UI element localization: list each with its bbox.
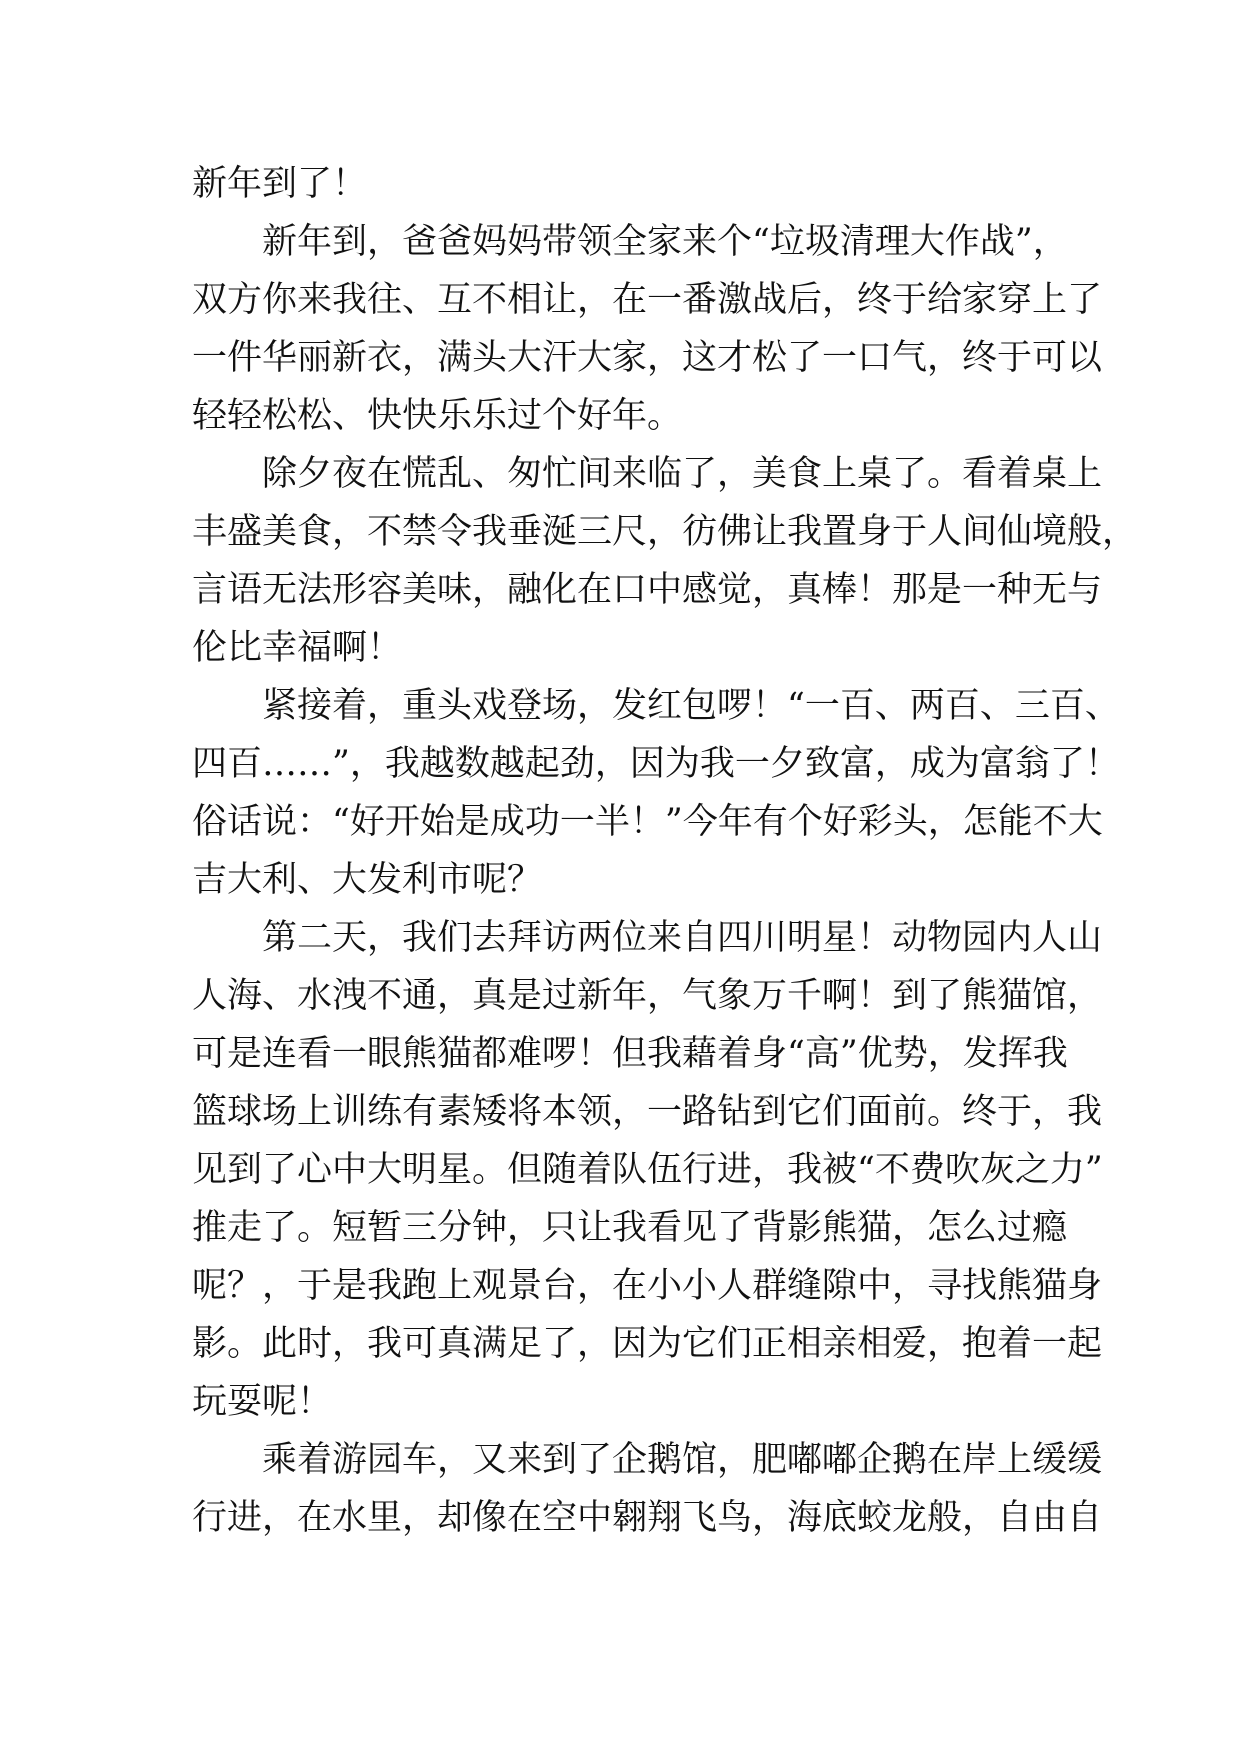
text-line: 吉大利、大发利市呢？ — [192, 860, 543, 900]
text-line: 新年到了！ — [192, 164, 368, 204]
text-line: 影。此时，我可真满足了，因为它们正相亲相爱，抱着一起 — [192, 1324, 1103, 1364]
paragraph — [192, 909, 1103, 1431]
document-page — [192, 155, 1138, 1547]
text-line: 伦比幸福啊！ — [192, 628, 403, 668]
text-line: 四百……”，我越数越起劲，因为我一夕致富，成为富翁了！ — [192, 744, 1120, 784]
text-line: 呢？，于是我跑上观景台，在小小人群缝隙中，寻找熊猫身 — [192, 1266, 1103, 1306]
text-line: 乘着游园车，又来到了企鹅馆，肥嘟嘟企鹅在岸上缓缓 — [262, 1440, 1103, 1480]
text-line: 紧接着，重头戏登场，发红包啰！“一百、两百、三百、 — [262, 686, 1120, 726]
text-line: 俗话说：“好开始是成功一半！”今年有个好彩头，怎能不大 — [192, 802, 1103, 842]
text-line: 篮球场上训练有素矮将本领，一路钻到它们面前。终于，我 — [192, 1092, 1103, 1132]
paragraph — [192, 677, 1120, 909]
paragraph — [192, 213, 1103, 445]
text-line: 可是连看一眼熊猫都难啰！但我藉着身“高”优势，发挥我 — [192, 1034, 1068, 1074]
paragraph — [192, 155, 1052, 213]
text-line: 行进，在水里，却像在空中翱翔飞鸟，海底蛟龙般，自由自 — [192, 1498, 1103, 1538]
text-line: 除夕夜在慌乱、匆忙间来临了，美食上桌了。看着桌上 — [262, 454, 1103, 494]
text-line: 一件华丽新衣，满头大汗大家，这才松了一口气，终于可以 — [192, 338, 1103, 378]
text-line: 言语无法形容美味，融化在口中感觉，真棒！那是一种无与 — [192, 570, 1103, 610]
paragraph — [192, 445, 1138, 677]
text-line: 见到了心中大明星。但随着队伍行进，我被“不费吹灰之力” — [192, 1150, 1103, 1190]
text-line: 轻轻松松、快快乐乐过个好年。 — [192, 396, 683, 436]
text-line: 第二天，我们去拜访两位来自四川明星！动物园内人山 — [262, 918, 1103, 958]
text-line: 推走了。短暂三分钟，只让我看见了背影熊猫，怎么过瘾 — [192, 1208, 1068, 1248]
text-line: 双方你来我往、互不相让，在一番激战后，终于给家穿上了 — [192, 280, 1103, 320]
paragraph — [192, 1431, 1103, 1547]
text-line: 人海、水洩不通，真是过新年，气象万千啊！到了熊猫馆， — [192, 976, 1103, 1016]
text-line: 玩耍呢！ — [192, 1382, 333, 1422]
text-line: 新年到，爸爸妈妈带领全家来个“垃圾清理大作战”， — [262, 222, 1068, 262]
text-line: 丰盛美食，不禁令我垂涎三尺，彷佛让我置身于人间仙境般， — [192, 512, 1138, 552]
